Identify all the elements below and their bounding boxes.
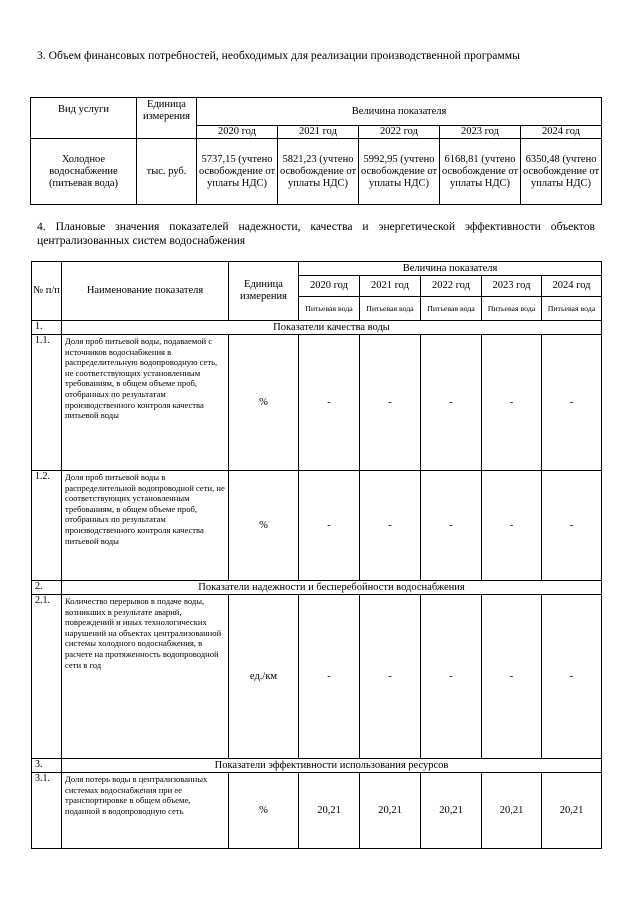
- indicators-table: [31, 261, 602, 849]
- row-value: -: [421, 335, 482, 471]
- row-value: 20,21: [299, 773, 360, 849]
- row-num: 2.1.: [32, 595, 62, 759]
- header-year: 2022 год: [359, 126, 440, 139]
- row-value: -: [360, 335, 421, 471]
- section3-heading: 3. Объем финансовых потребностей, необходимых для реализации производственной программы: [37, 49, 520, 62]
- row-value: 20,21: [482, 773, 542, 849]
- row-unit: %: [229, 773, 299, 849]
- row-value: -: [542, 471, 602, 581]
- row-value: -: [299, 335, 360, 471]
- header-year: 2024 год: [542, 276, 602, 297]
- row-value: -: [360, 471, 421, 581]
- group-title: Показатели эффективности использования ресурсов: [62, 759, 602, 773]
- row-service: Холодное водоснабжение (питьевая вода): [31, 139, 137, 205]
- table-row: [32, 773, 602, 849]
- subheader-water: Питьевая вода: [421, 297, 482, 321]
- header-value: Величина показателя: [197, 98, 602, 126]
- row-value: -: [299, 595, 360, 759]
- header-name: Наименование показателя: [62, 262, 229, 321]
- header-year: 2021 год: [360, 276, 421, 297]
- header-year: 2023 год: [482, 276, 542, 297]
- row-num: 1.2.: [32, 471, 62, 581]
- header-value: Величина показателя: [299, 262, 602, 276]
- header-year: 2020 год: [299, 276, 360, 297]
- header-num: № п/п: [32, 262, 62, 321]
- subheader-water: Питьевая вода: [360, 297, 421, 321]
- subheader-water: Питьевая вода: [299, 297, 360, 321]
- row-value: 20,21: [421, 773, 482, 849]
- row-value: -: [421, 471, 482, 581]
- row-value: 20,21: [542, 773, 602, 849]
- header-year: 2024 год: [521, 126, 602, 139]
- table-row: [32, 335, 602, 471]
- header-year: 2020 год: [197, 126, 278, 139]
- row-value: 5992,95 (учтено освобождение от уплаты НДС): [359, 139, 440, 205]
- header-unit: Единица измерения: [229, 262, 299, 321]
- row-unit: %: [229, 471, 299, 581]
- row-value: 5821,23 (учтено освобождение от уплаты НДС): [278, 139, 359, 205]
- row-name: Доля потерь воды в централизованных системах водоснабжения при ее транспортировке в общем объеме, поданной в водопроводную сеть: [62, 773, 229, 849]
- subheader-water: Питьевая вода: [482, 297, 542, 321]
- section4-heading: 4. Плановые значения показателей надежности, качества и энергетической эффективности объектов централизованных систем водоснабжения: [37, 220, 595, 247]
- row-value: -: [482, 471, 542, 581]
- subheader-water: Питьевая вода: [542, 297, 602, 321]
- financial-needs-table: [30, 97, 602, 205]
- row-name: Доля проб питьевой воды в распределительной водопроводной сети, не соответствующих установленным требованиям, в общем объеме проб, отобранных по результатам производственного контроля качества питьевой воды: [62, 471, 229, 581]
- row-value: -: [421, 595, 482, 759]
- row-value: -: [542, 335, 602, 471]
- row-value: 20,21: [360, 773, 421, 849]
- row-unit: тыс. руб.: [137, 139, 197, 205]
- row-value: -: [482, 335, 542, 471]
- header-year: 2021 год: [278, 126, 359, 139]
- row-unit: ед./км: [229, 595, 299, 759]
- table-row: [32, 595, 602, 759]
- group-num: 2.: [32, 581, 62, 595]
- row-num: 1.1.: [32, 335, 62, 471]
- row-value: 5737,15 (учтено освобождение от уплаты НДС): [197, 139, 278, 205]
- header-unit: Единица измерения: [137, 98, 197, 139]
- group-num: 1.: [32, 321, 62, 335]
- row-value: -: [360, 595, 421, 759]
- row-value: 6350,48 (учтено освобождение от уплаты НДС): [521, 139, 602, 205]
- group-title: Показатели качества воды: [62, 321, 602, 335]
- row-value: -: [542, 595, 602, 759]
- header-year: 2022 год: [421, 276, 482, 297]
- row-value: -: [482, 595, 542, 759]
- group-title: Показатели надежности и бесперебойности водоснабжения: [62, 581, 602, 595]
- row-name: Доля проб питьевой воды, подаваемой с источников водоснабжения в распределительную водопроводную сеть, не соответствующих установленным требованиям, в общем объеме проб, отобранных по результатам производственного контроля качества питьевой воды: [62, 335, 229, 471]
- table-row: [32, 471, 602, 581]
- row-value: -: [299, 471, 360, 581]
- header-year: 2023 год: [440, 126, 521, 139]
- row-value: 6168,81 (учтено освобождение от уплаты НДС): [440, 139, 521, 205]
- row-num: 3.1.: [32, 773, 62, 849]
- row-name: Количество перерывов в подаче воды, возникших в результате аварий, повреждений и иных технологических нарушений на объектах централизованной системы холодного водоснабжения, в расчете на протяженность водопроводной сети в год: [62, 595, 229, 759]
- group-num: 3.: [32, 759, 62, 773]
- header-service: Вид услуги: [31, 98, 137, 139]
- row-unit: %: [229, 335, 299, 471]
